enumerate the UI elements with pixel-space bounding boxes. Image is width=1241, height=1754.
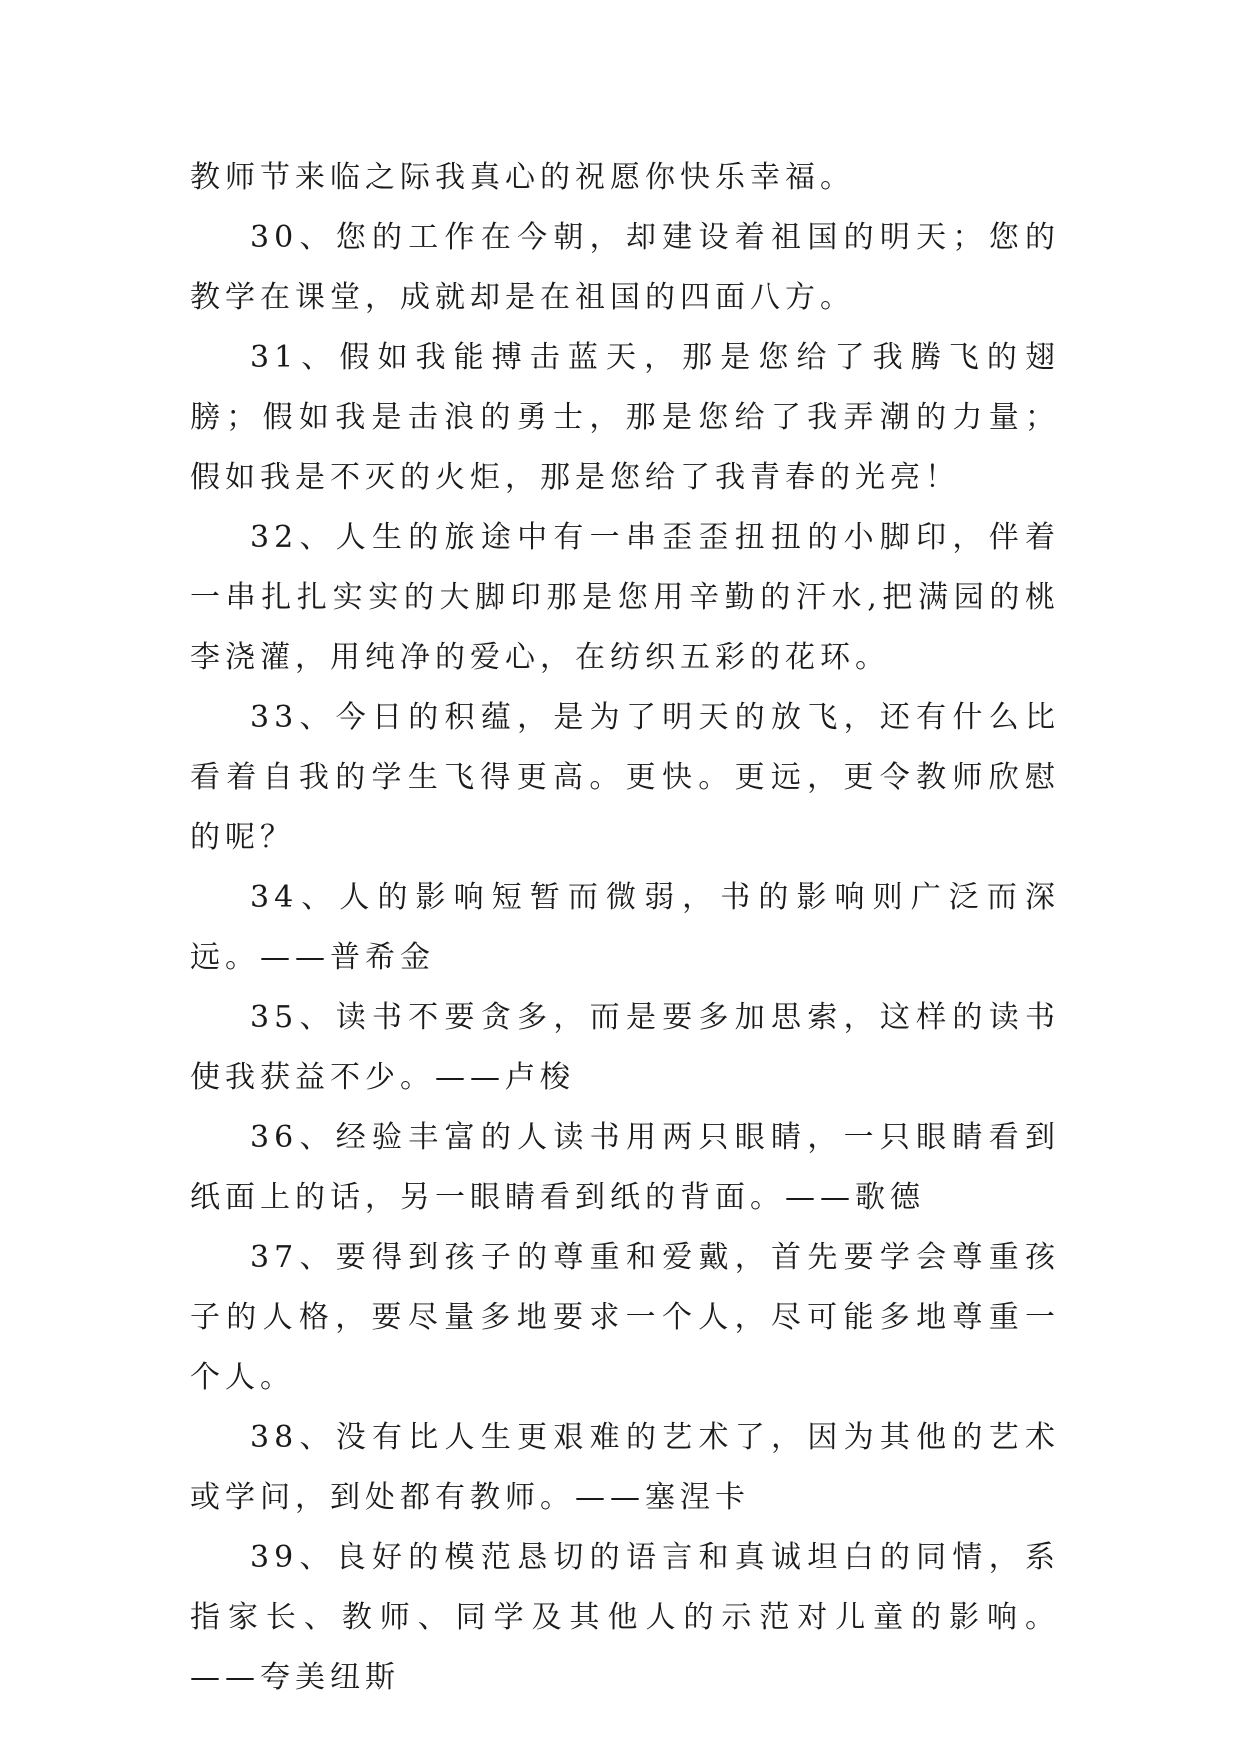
- paragraph-quote-32: 32、人生的旅途中有一串歪歪扭扭的小脚印，伴着一串扎扎实实的大脚印那是您用辛勤的汗水,把满园的桃李浇灌，用纯净的爱心，在纺织五彩的花环。: [190, 520, 1060, 675]
- paragraph-quote-36: 36、经验丰富的人读书用两只眼睛，一只眼睛看到纸面上的话，另一眼睛看到纸的背面。——歌德: [190, 1120, 1060, 1215]
- paragraph-quote-30: 30、您的工作在今朝，却建设着祖国的明天；您的教学在课堂，成就却是在祖国的四面八方。: [190, 220, 1060, 315]
- paragraph-quote-31: 31、假如我能搏击蓝天，那是您给了我腾飞的翅膀；假如我是击浪的勇士，那是您给了我弄潮的力量；假如我是不灭的火炬，那是您给了我青春的光亮！: [190, 340, 1060, 495]
- paragraph-continuation: 教师节来临之际我真心的祝愿你快乐幸福。: [190, 160, 855, 195]
- paragraph-quote-34: 34、人的影响短暂而微弱，书的影响则广泛而深远。——普希金: [190, 880, 1060, 975]
- paragraph-quote-33: 33、今日的积蕴，是为了明天的放飞，还有什么比看着自我的学生飞得更高。更快。更远，更令教师欣慰的呢？: [190, 700, 1060, 855]
- document-body: [190, 148, 1060, 1708]
- paragraph-quote-38: 38、没有比人生更艰难的艺术了，因为其他的艺术或学问，到处都有教师。——塞涅卡: [190, 1420, 1060, 1515]
- paragraph-quote-39: 39、良好的模范恳切的语言和真诚坦白的同情，系指家长、教师、同学及其他人的示范对儿童的影响。——夸美纽斯: [190, 1540, 1060, 1695]
- paragraph-quote-35: 35、读书不要贪多，而是要多加思索，这样的读书使我获益不少。——卢梭: [190, 1000, 1060, 1095]
- paragraph-quote-37: 37、要得到孩子的尊重和爱戴，首先要学会尊重孩子的人格，要尽量多地要求一个人，尽可能多地尊重一个人。: [190, 1240, 1060, 1395]
